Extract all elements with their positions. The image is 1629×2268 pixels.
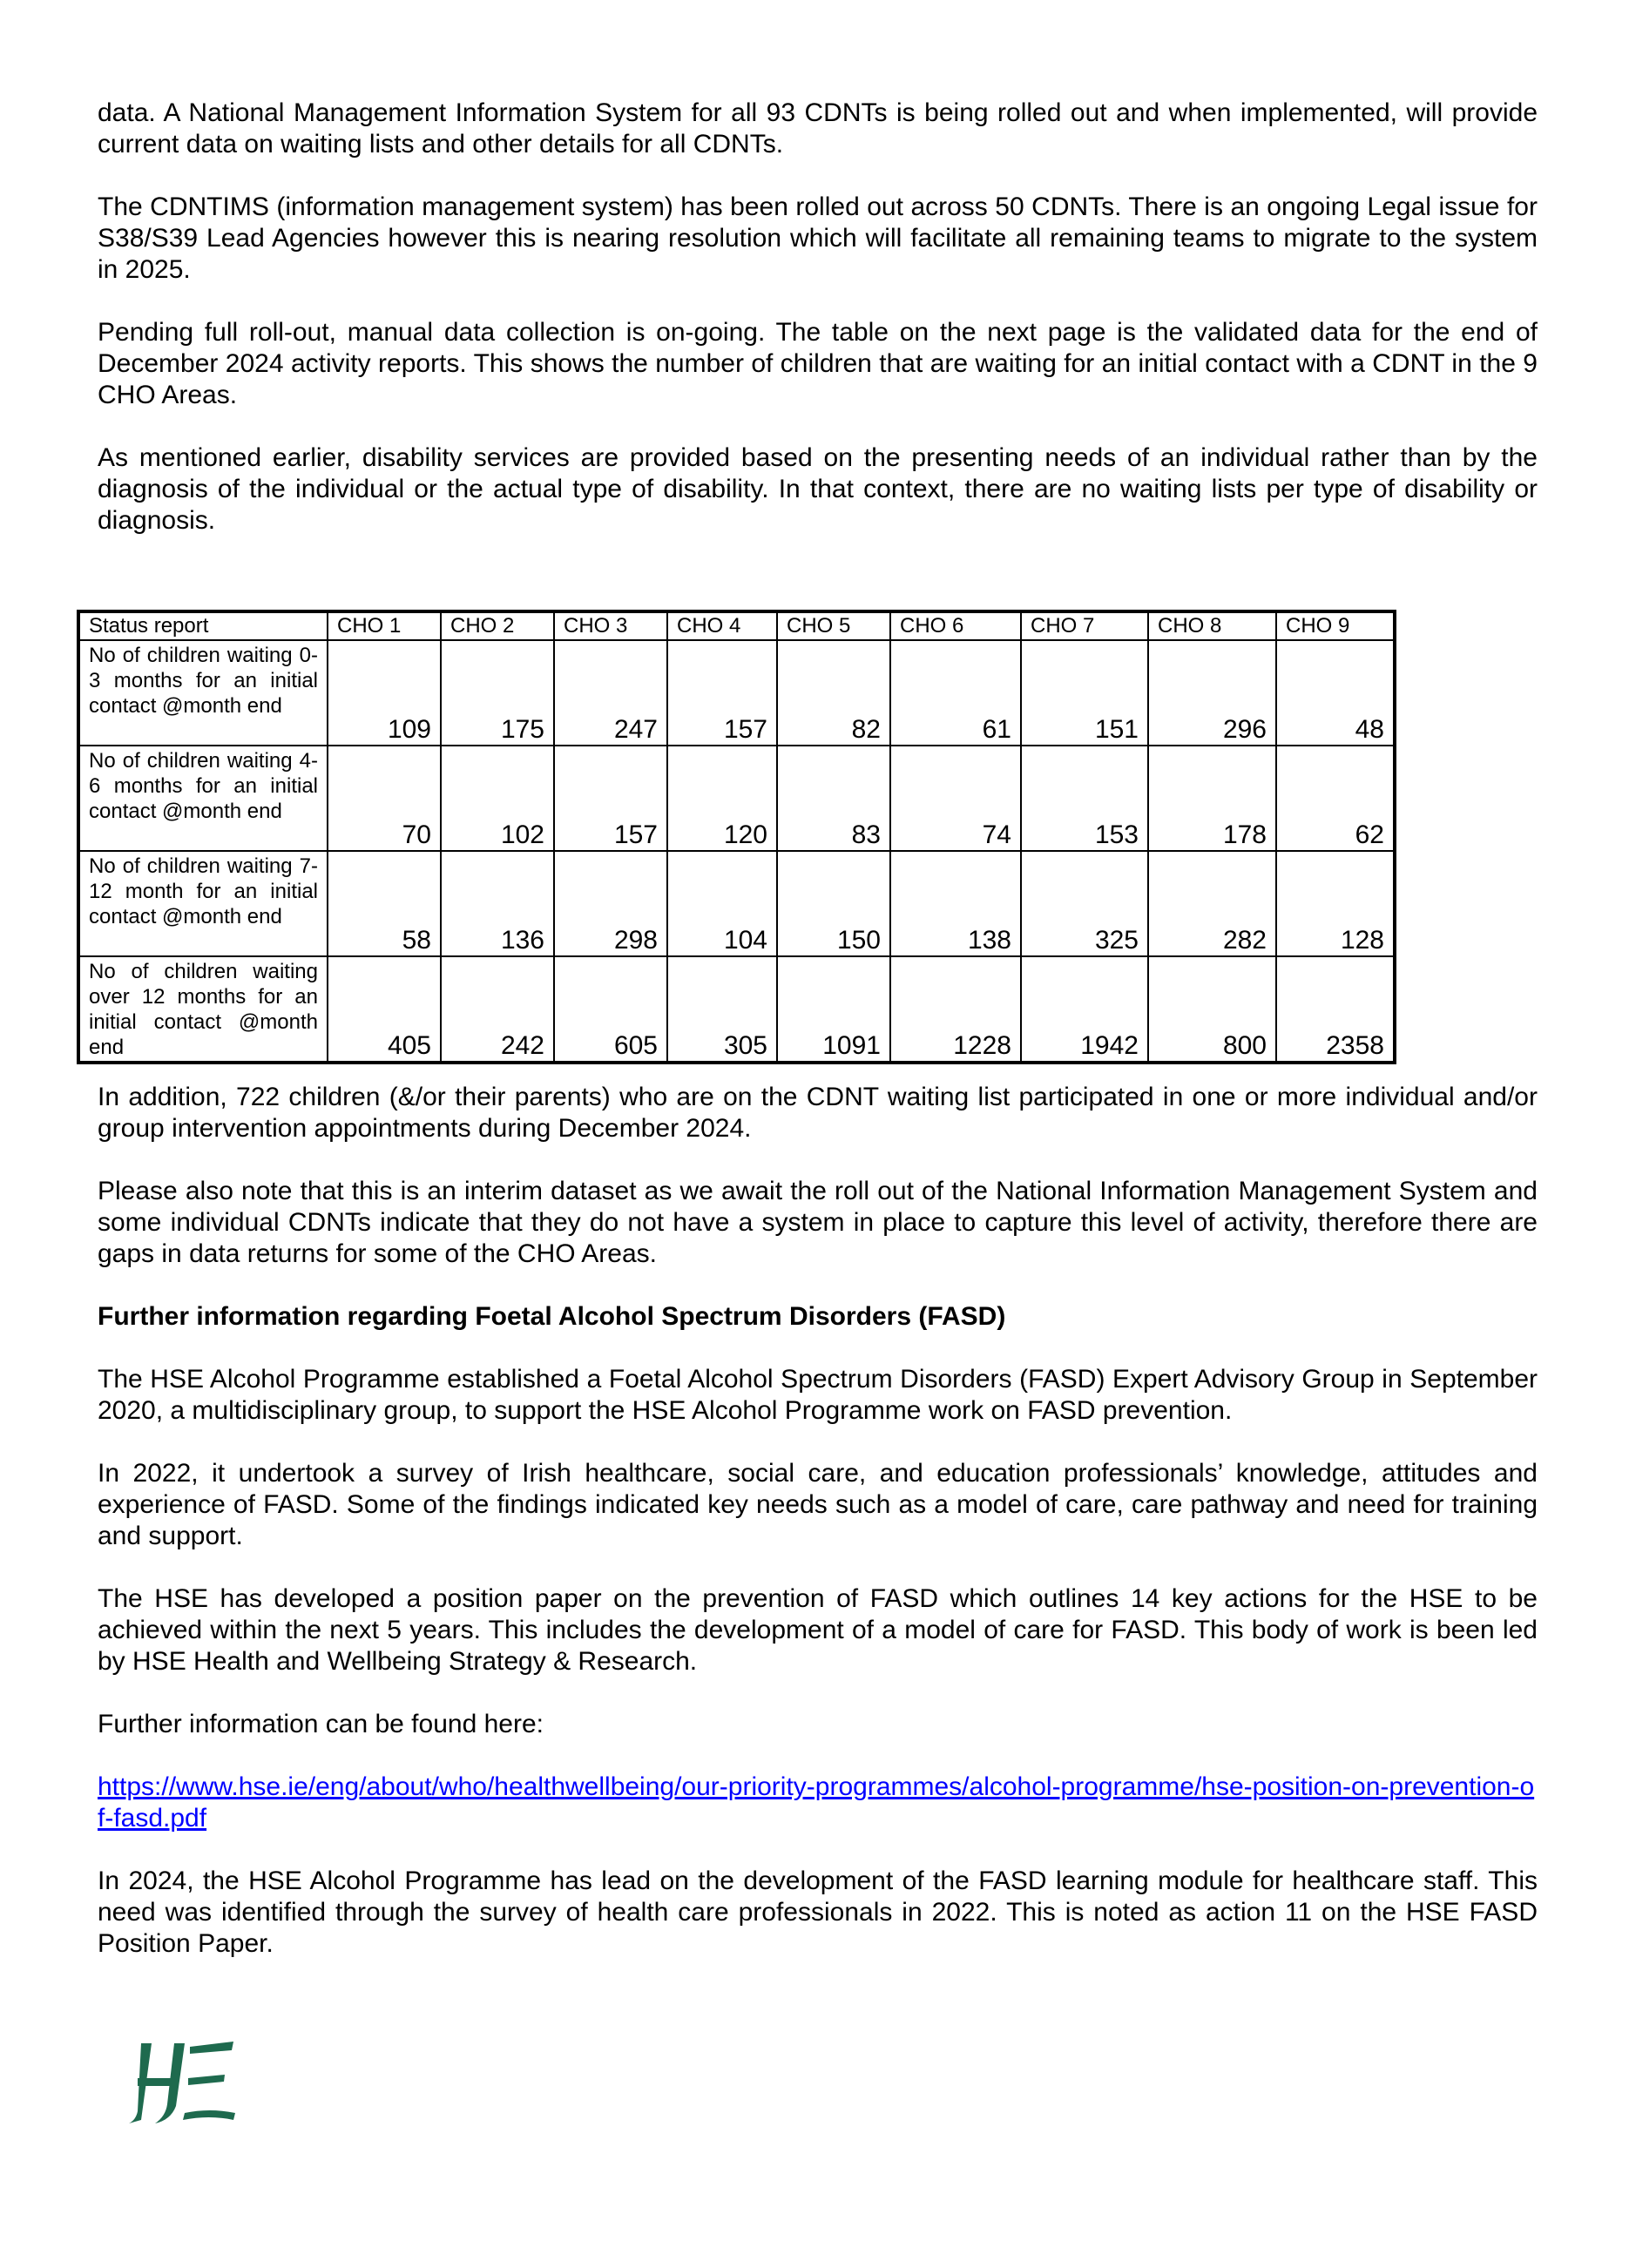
column-header: CHO 7 [1021, 611, 1148, 640]
column-header: Status report [78, 611, 328, 640]
link-paragraph [98, 1772, 1538, 1834]
paragraph-fasd-survey: In 2022, it undertook a survey of Irish healthcare, social care, and education professionals’ knowledge, attitudes and experience of FASD. Some of the findings indicated key needs such as a model of care, care pathway and need for training and support. [98, 1459, 1538, 1550]
paragraph-learning-module: In 2024, the HSE Alcohol Programme has lead on the development of the FASD learning module for healthcare staff. This need was identified through the survey of health care professionals in 2022. This is noted as action 11 on the HSE FASD Position Paper. [98, 1866, 1538, 1958]
table-cell: 153 [1021, 746, 1148, 851]
waiting-list-table [77, 610, 1396, 1064]
hse-logo-icon [122, 2036, 244, 2130]
table-cell: 138 [890, 851, 1021, 956]
table-row [78, 956, 1395, 1063]
table-cell: 242 [441, 956, 554, 1063]
table-cell: 282 [1148, 851, 1276, 956]
table-cell: 296 [1148, 640, 1276, 746]
table-cell: 102 [441, 746, 554, 851]
table-cell: 70 [328, 746, 441, 851]
table-cell: 62 [1276, 746, 1395, 851]
table-cell: 136 [441, 851, 554, 956]
paragraph-manual-collection: Pending full roll-out, manual data collection is on-going. The table on the next page is the validated data for the end of December 2024 activity reports. This shows the number of children that are waiting for an initial contact with a CDNT in the 9 CHO Areas. [98, 318, 1538, 409]
table-cell: 104 [667, 851, 777, 956]
table-cell: 151 [1021, 640, 1148, 746]
table-cell: 247 [554, 640, 667, 746]
table-cell: 1091 [777, 956, 890, 1063]
row-label: No of children waiting over 12 months for an initial contact @month end [78, 956, 328, 1063]
table-cell: 58 [328, 851, 441, 956]
paragraph-nmis: data. A National Management Information System for all 93 CDNTs is being rolled out and when implemented, will provide current data on waiting lists and other details for all CDNTs. [98, 98, 1538, 159]
table-cell: 83 [777, 746, 890, 851]
column-header: CHO 8 [1148, 611, 1276, 640]
paragraph-fasd-advisory-group: The HSE Alcohol Programme established a Foetal Alcohol Spectrum Disorders (FASD) Expert Advisory Group in September 2020, a multidisciplinary group, to support the HSE Alcohol Programme work on FASD prevention. [98, 1365, 1538, 1425]
paragraph-presenting-needs: As mentioned earlier, disability services are provided based on the presenting needs of an individual rather than by the diagnosis of the individual or the actual type of disability. In that context, there are no waiting lists per type of disability or diagnosis. [98, 443, 1538, 535]
table-row [78, 746, 1395, 851]
table-cell: 109 [328, 640, 441, 746]
table-cell: 1942 [1021, 956, 1148, 1063]
table-cell: 178 [1148, 746, 1276, 851]
paragraph-further-info: Further information can be found here: [98, 1710, 544, 1738]
table-cell: 800 [1148, 956, 1276, 1063]
table-cell: 157 [667, 640, 777, 746]
intro-section [98, 98, 1538, 568]
table-row [78, 851, 1395, 956]
column-header: CHO 1 [328, 611, 441, 640]
table-cell: 157 [554, 746, 667, 851]
table-cell: 305 [667, 956, 777, 1063]
table-header-row [78, 611, 1395, 640]
paragraph-722-children: In addition, 722 children (&/or their parents) who are on the CDNT waiting list participated in one or more individual and/or group intervention appointments during December 2024. [98, 1083, 1538, 1143]
paragraph-cdntims: The CDNTIMS (information management system) has been rolled out across 50 CDNTs. There is an ongoing Legal issue for S38/S39 Lead Agencies however this is nearing resolution which will facilitate all remaining teams to migrate to the system in 2025. [98, 192, 1538, 284]
table-cell: 298 [554, 851, 667, 956]
row-label: No of children waiting 0-3 months for an initial contact @month end [78, 640, 328, 746]
column-header: CHO 4 [667, 611, 777, 640]
column-header: CHO 9 [1276, 611, 1395, 640]
column-header: CHO 2 [441, 611, 554, 640]
table-cell: 150 [777, 851, 890, 956]
hse-logo [122, 2036, 244, 2130]
table-cell: 48 [1276, 640, 1395, 746]
paragraph-fasd-position-paper: The HSE has developed a position paper on the prevention of FASD which outlines 14 key actions for the HSE to be achieved within the next 5 years. This includes the development of a model of care for FASD. This body of work is been led by HSE Health and Wellbeing Strategy & Research. [98, 1584, 1538, 1676]
table-cell: 325 [1021, 851, 1148, 956]
column-header: CHO 3 [554, 611, 667, 640]
column-header: CHO 6 [890, 611, 1021, 640]
table-cell: 405 [328, 956, 441, 1063]
fasd-position-paper-link[interactable]: https://www.hse.ie/eng/about/who/healthwellbeing/our-priority-programmes/alcohol-programme/hse-position-on-prevention-of-fasd.pdf [98, 1772, 1535, 1833]
table-cell: 82 [777, 640, 890, 746]
row-label: No of children waiting 7-12 month for an initial contact @month end [78, 851, 328, 956]
row-label: No of children waiting 4-6 months for an initial contact @month end [78, 746, 328, 851]
table-cell: 175 [441, 640, 554, 746]
table-cell: 61 [890, 640, 1021, 746]
after-table-section [98, 1082, 1538, 1991]
paragraph-interim-dataset: Please also note that this is an interim dataset as we await the roll out of the National Information Management System and some individual CDNTs indicate that they do not have a system in place to capture this level of activity, therefore there are gaps in data returns for some of the CHO Areas. [98, 1177, 1538, 1268]
column-header: CHO 5 [777, 611, 890, 640]
table-cell: 128 [1276, 851, 1395, 956]
table-cell: 120 [667, 746, 777, 851]
table-cell: 605 [554, 956, 667, 1063]
table-cell: 74 [890, 746, 1021, 851]
table-cell: 1228 [890, 956, 1021, 1063]
fasd-heading: Further information regarding Foetal Alcohol Spectrum Disorders (FASD) [98, 1302, 1006, 1331]
table-row [78, 640, 1395, 746]
table-cell: 2358 [1276, 956, 1395, 1063]
